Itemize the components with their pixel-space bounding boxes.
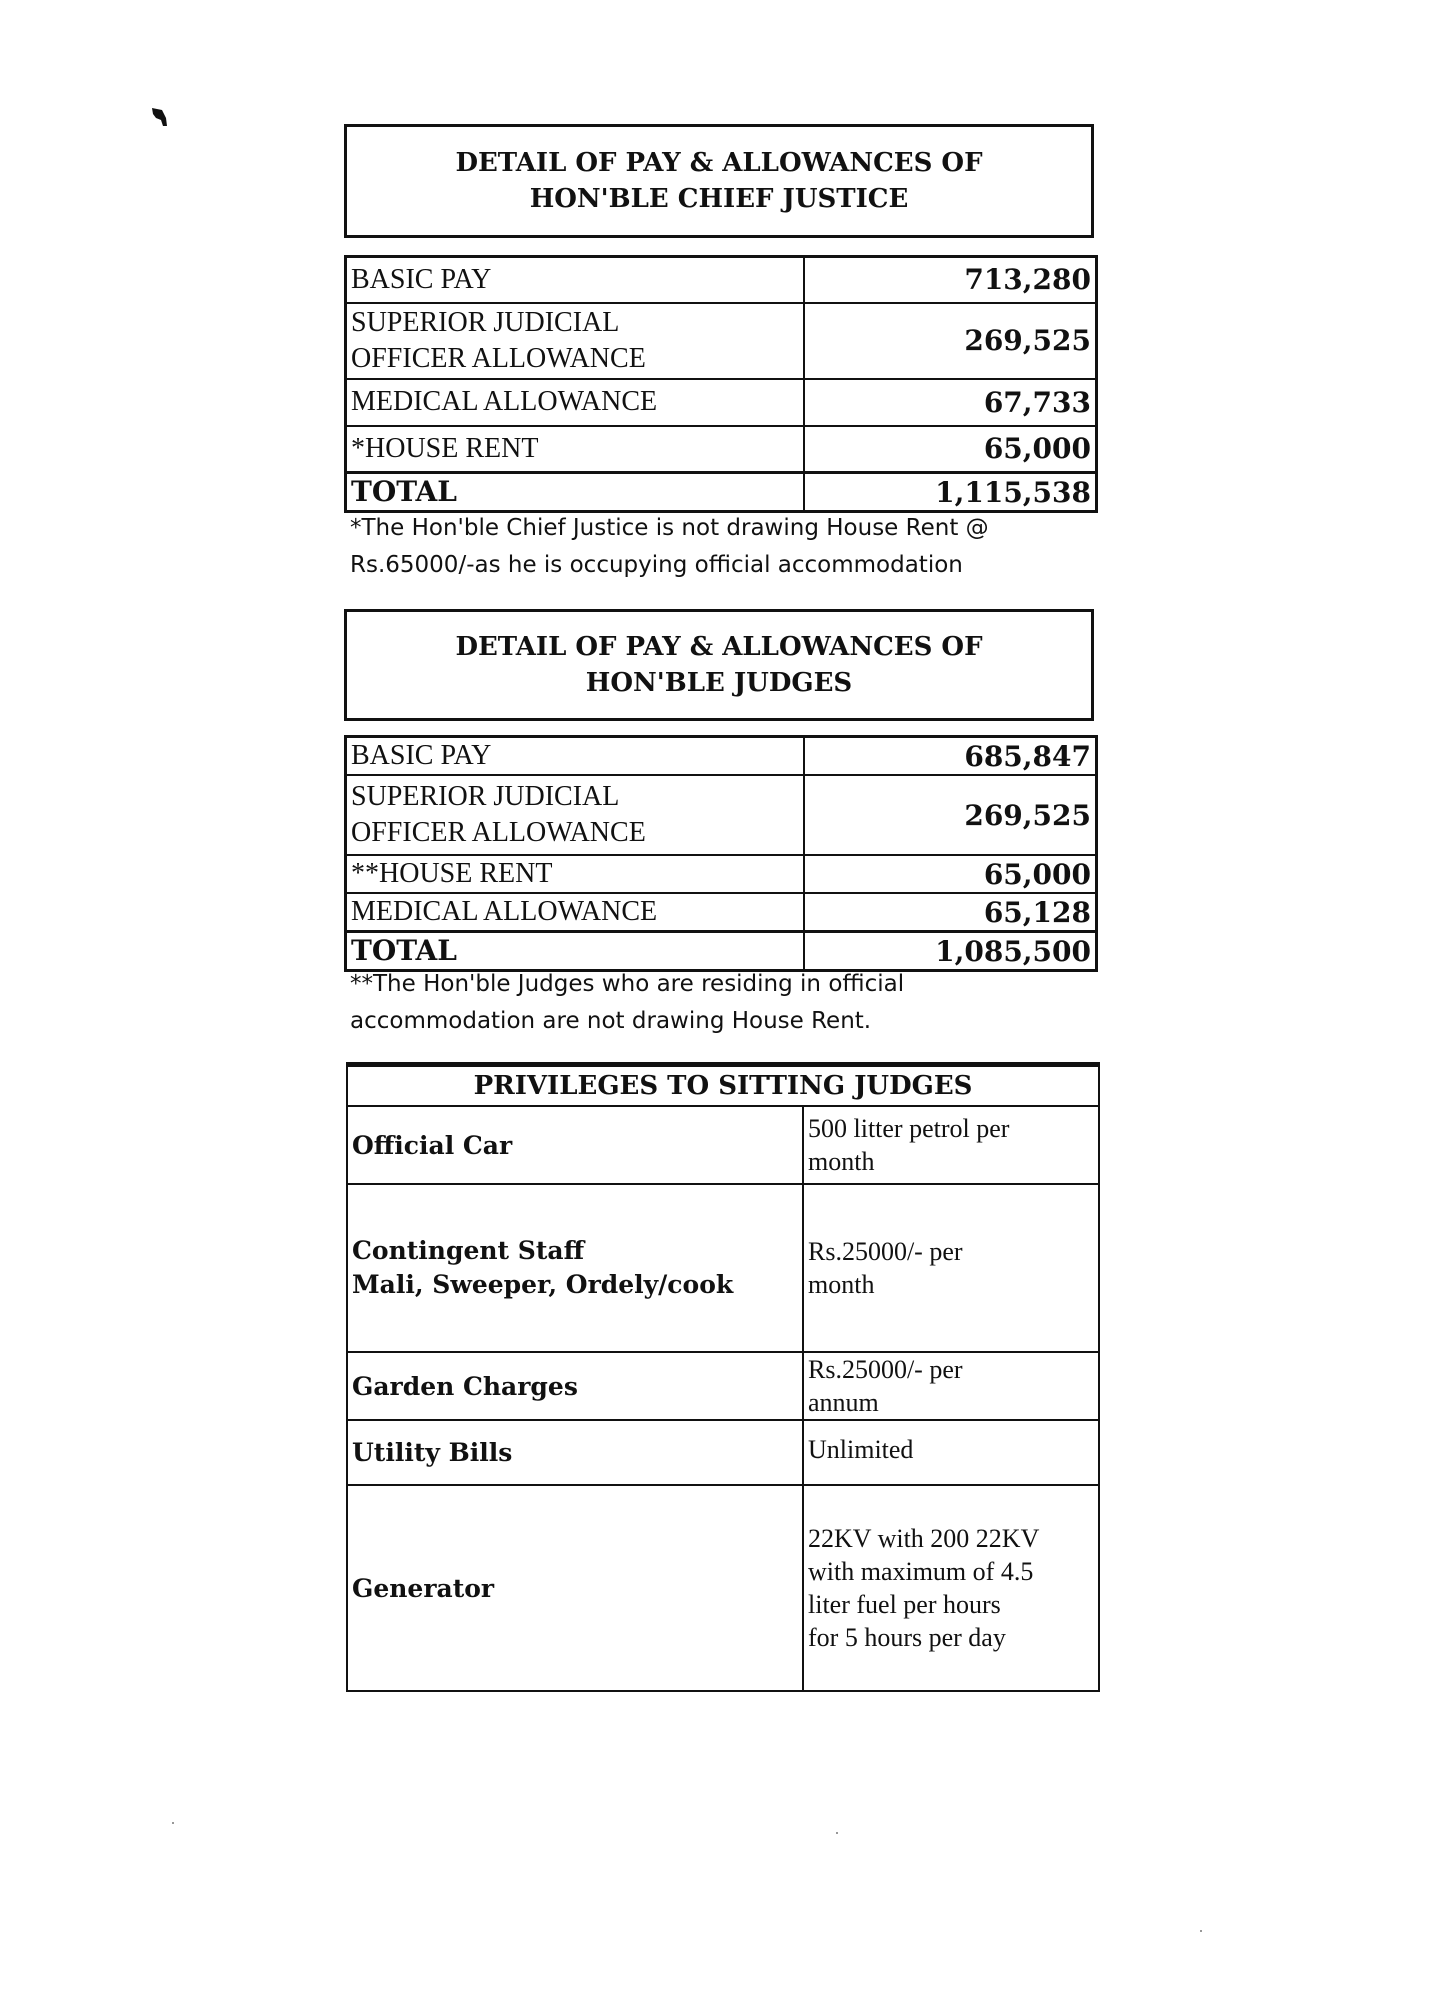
- judges-title-line2: HON'BLE JUDGES: [585, 668, 853, 698]
- table-row: [347, 1420, 1099, 1485]
- chief-justice-note: [350, 510, 1090, 584]
- row-label-line2: Mali, Sweeper, Ordely/cook: [352, 1270, 734, 1299]
- row-label: **HOUSE RENT: [346, 855, 805, 893]
- value-line: 22KV with 200 22KV: [808, 1524, 1040, 1553]
- row-label-line2: OFFICER ALLOWANCE: [351, 342, 646, 374]
- row-label: [346, 303, 805, 379]
- scan-speck: [1200, 1930, 1202, 1932]
- judges-title-box: [344, 609, 1094, 721]
- row-value: 685,847: [804, 737, 1097, 776]
- row-value: 713,280: [804, 257, 1097, 303]
- table-row: [346, 426, 1097, 473]
- value-line: for 5 hours per day: [808, 1623, 1006, 1652]
- row-label-line1: Contingent Staff: [352, 1236, 585, 1265]
- note-line2: accommodation are not drawing House Rent.: [350, 1008, 872, 1034]
- total-label: TOTAL: [346, 932, 805, 971]
- value-line: Unlimited: [808, 1435, 914, 1464]
- row-value: [803, 1485, 1099, 1691]
- total-label: TOTAL: [346, 473, 805, 512]
- total-value: 1,115,538: [804, 473, 1097, 512]
- scan-mark-icon: [150, 106, 168, 128]
- row-value: 65,000: [804, 426, 1097, 473]
- table-row: [347, 1485, 1099, 1691]
- privileges-title: PRIVILEGES TO SITTING JUDGES: [347, 1065, 1099, 1107]
- row-label: Garden Charges: [347, 1352, 803, 1420]
- chief-justice-title-line1: DETAIL OF PAY & ALLOWANCES OF: [455, 148, 983, 178]
- table-row: [347, 1106, 1099, 1184]
- table-row: [346, 303, 1097, 379]
- note-line2: Rs.65000/-as he is occupying official accommodation: [350, 552, 963, 578]
- row-label: [346, 775, 805, 855]
- row-value: [803, 1184, 1099, 1352]
- row-label: BASIC PAY: [346, 257, 805, 303]
- table-row: [346, 893, 1097, 932]
- chief-justice-title-box: [344, 124, 1094, 238]
- row-label: MEDICAL ALLOWANCE: [346, 893, 805, 932]
- value-line: liter fuel per hours: [808, 1590, 1001, 1619]
- scan-speck: [836, 1832, 838, 1834]
- table-header-row: [347, 1065, 1099, 1107]
- table-row: [346, 257, 1097, 303]
- row-label: Generator: [347, 1485, 803, 1691]
- value-line: month: [808, 1147, 875, 1176]
- row-value: 67,733: [804, 379, 1097, 426]
- value-line: 500 litter petrol per: [808, 1114, 1010, 1143]
- judges-note: [350, 966, 1090, 1040]
- row-value: 269,525: [804, 775, 1097, 855]
- row-label: BASIC PAY: [346, 737, 805, 776]
- row-label: Utility Bills: [347, 1420, 803, 1485]
- table-row: [346, 855, 1097, 893]
- table-row: [347, 1184, 1099, 1352]
- judges-pay-table: [344, 735, 1098, 972]
- total-value: 1,085,500: [804, 932, 1097, 971]
- row-label-line2: OFFICER ALLOWANCE: [351, 817, 646, 848]
- row-label: Official Car: [347, 1106, 803, 1184]
- scan-speck: [172, 1822, 174, 1824]
- privileges-table: [346, 1062, 1100, 1692]
- table-row: [346, 737, 1097, 776]
- row-label: *HOUSE RENT: [346, 426, 805, 473]
- total-row: [346, 473, 1097, 512]
- table-row: [346, 775, 1097, 855]
- row-value: 65,128: [804, 893, 1097, 932]
- value-line: month: [808, 1270, 875, 1299]
- judges-title-line1: DETAIL OF PAY & ALLOWANCES OF: [455, 632, 983, 662]
- value-line: annum: [808, 1388, 879, 1417]
- table-row: [346, 379, 1097, 426]
- value-line: Rs.25000/- per: [808, 1355, 963, 1384]
- value-line: with maximum of 4.5: [808, 1557, 1034, 1586]
- value-line: Rs.25000/- per: [808, 1237, 963, 1266]
- row-value: [803, 1106, 1099, 1184]
- row-value: 65,000: [804, 855, 1097, 893]
- note-line1: *The Hon'ble Chief Justice is not drawing House Rent @: [350, 515, 989, 541]
- chief-justice-title-line2: HON'BLE CHIEF JUSTICE: [529, 184, 909, 214]
- row-label: MEDICAL ALLOWANCE: [346, 379, 805, 426]
- row-label-line1: SUPERIOR JUDICIAL: [351, 781, 620, 812]
- row-value: 269,525: [804, 303, 1097, 379]
- row-label: [347, 1184, 803, 1352]
- row-value: [803, 1420, 1099, 1485]
- chief-justice-pay-table: [344, 255, 1098, 513]
- row-label-line1: SUPERIOR JUDICIAL: [351, 306, 620, 338]
- table-row: [347, 1352, 1099, 1420]
- total-row: [346, 932, 1097, 971]
- row-value: [803, 1352, 1099, 1420]
- note-line1: **The Hon'ble Judges who are residing in official: [350, 971, 905, 997]
